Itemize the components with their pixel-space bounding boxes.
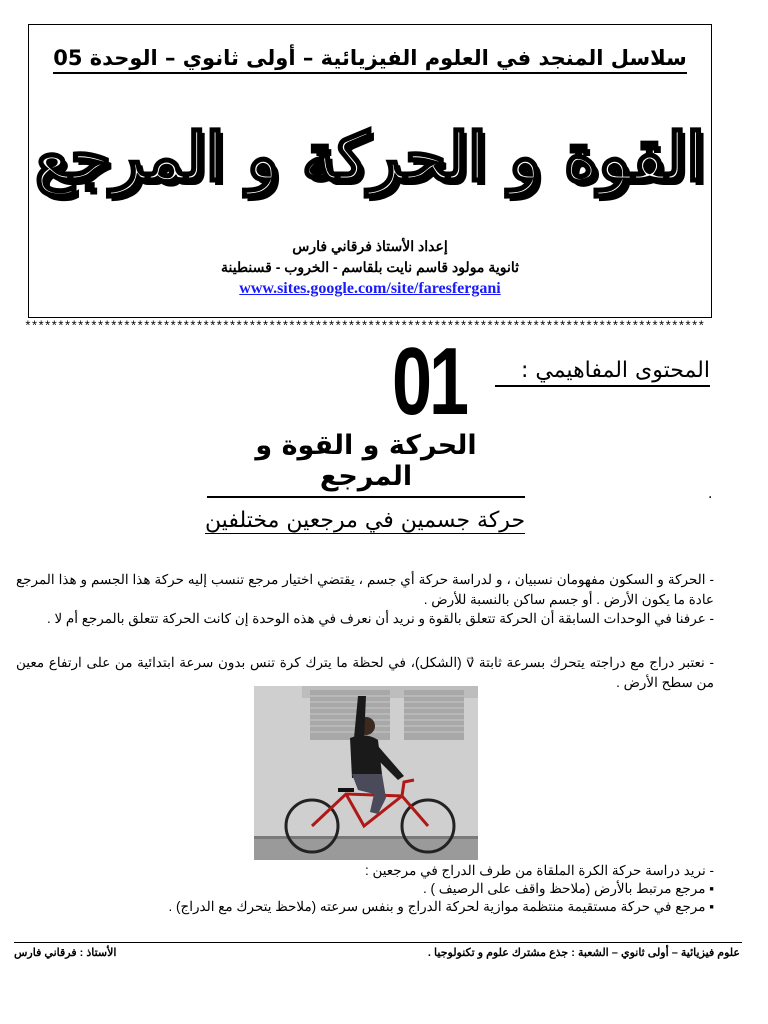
paragraph-study: [16, 862, 714, 916]
lesson-number: 01: [392, 328, 467, 435]
unit-title: القوة و الحركة و المرجع: [35, 118, 705, 196]
series-title: سلاسل المنجد في العلوم الفيزيائية – أولى ثانوي – الوحدة 05: [28, 46, 712, 70]
study-intro: - نريد دراسة حركة الكرة الملقاة من طرف الدراج في مرجعين :: [364, 863, 714, 878]
concept-label: المحتوى المفاهيمي :: [495, 357, 710, 387]
footer-course: علوم فيزيائية – أولى ثانوي – الشعبة : جذع مشترك علوم و تكنولوجيا .: [427, 947, 740, 959]
paragraph-relativity: - الحركة و السكون مفهومان نسبيان ، و لدراسة حركة أي جسم ، يقتضي اختيار مرجع تنسب إليه حركة هذا الجسم و هذا المرجع عادة ما يكون الأرض . أو جسم ساكن بالنسبة للأرض .: [16, 572, 714, 607]
paragraph-cyclist: - نعتبر دراج مع دراجته يتحرك بسرعة ثابتة v⃗ (الشكل)، في لحظة ما يترك كرة تنس بدون سرعة ابتدائية من على ارتفاع معين من سطح الأرض .: [16, 655, 714, 690]
study-bullet-ground: ▪ مرجع مرتبط بالأرض (ملاحظ واقف على الرصيف ) .: [423, 881, 714, 896]
author-block: [28, 236, 712, 299]
study-bullet-moving: ▪ مرجع في حركة مستقيمة منتظمة موازية لحركة الدراج و بنفس سرعته (ملاحظ يتحرك مع الدراج) .: [168, 899, 714, 914]
star-separator: *******************************************************************************************************: [24, 320, 704, 334]
footer-divider: [14, 942, 742, 943]
paragraph-force: - عرفنا في الوحدات السابقة أن الحركة تتعلق بالقوة و نريد أن نعرف في هذه الوحدة إن كانت الحركة تتعلق بالمرجع أم لا .: [46, 611, 714, 626]
lesson-title: الحركة و القوة و المرجع: [207, 430, 525, 498]
author-name: إعداد الأستاذ فرقاني فارس: [292, 238, 448, 254]
cyclist-photo: [254, 686, 478, 860]
school-name: ثانوية مولود قاسم نايت بلقاسم - الخروب - قسنطينة: [220, 259, 520, 275]
footer-author: الأستاذ : فرقاني فارس: [14, 947, 117, 959]
website-link[interactable]: www.sites.google.com/site/faresfergani: [239, 280, 501, 297]
stray-dot: .: [708, 486, 713, 502]
section-subtitle: حركة جسمين في مرجعين مختلفين: [204, 508, 526, 533]
